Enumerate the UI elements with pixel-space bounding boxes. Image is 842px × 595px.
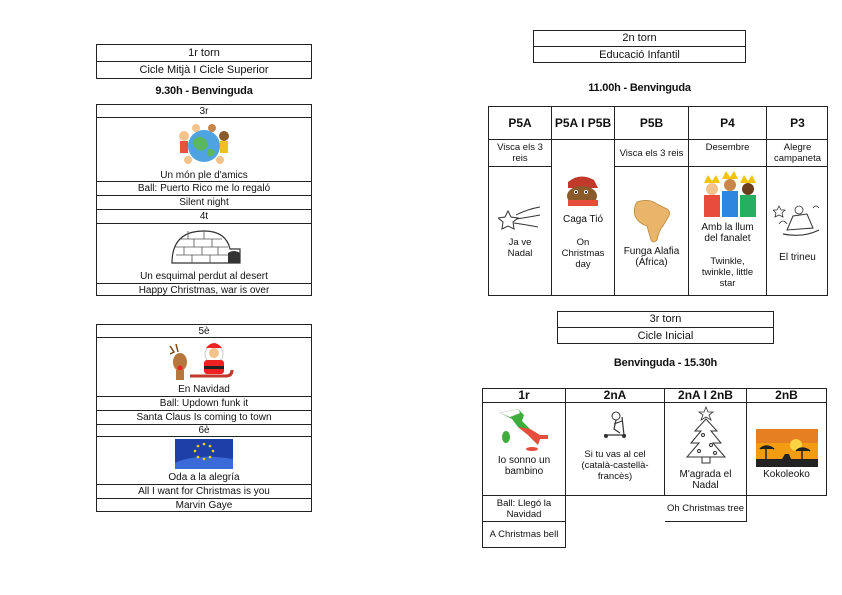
block1-table — [96, 104, 312, 296]
scooter-kid-icon — [600, 411, 630, 439]
grade-5-label: 5è — [97, 325, 311, 338]
song-6b: All I want for Christmas is you — [97, 485, 311, 499]
friends-globe-image — [97, 118, 311, 170]
grade-6-label: 6è — [97, 425, 311, 437]
header-2na: 2nA — [566, 388, 665, 403]
c3-song1: M'agrada el Nadal — [679, 469, 732, 491]
turn1-title: 1r torn — [97, 45, 311, 62]
italy-map-icon — [492, 405, 556, 451]
p5a-song1: Visca els 3 reis — [489, 140, 552, 167]
turn2-table — [488, 106, 828, 296]
caga-tio-icon — [564, 174, 602, 208]
song-5c: Santa Claus Is coming to town — [97, 411, 311, 425]
igloo-icon — [164, 227, 244, 267]
p4-song1: Desembre — [689, 140, 767, 167]
p5b-cell — [615, 167, 689, 296]
header-p4: P4 — [689, 107, 767, 140]
p4-song3: Twinkle, twinkle, little star — [701, 256, 754, 289]
christmas-tree-icon — [683, 405, 729, 465]
song-5a: En Navidad — [97, 383, 311, 397]
p3-song2: El trineu — [779, 252, 816, 263]
turn3-time: Benvinguda - 15.30h — [613, 357, 718, 369]
turn3-header-box — [557, 311, 774, 344]
sleigh-icon — [773, 200, 823, 244]
p5b-song1: Visca els 3 reis — [615, 140, 689, 167]
c4-song1: Kokoleoko — [763, 469, 810, 480]
p5ab-song2: On Christmas day — [561, 237, 605, 270]
globe-kids-icon — [174, 122, 234, 166]
song-3b: Ball: Puerto Rico me lo regaló — [97, 182, 311, 196]
block2-table — [96, 324, 312, 512]
grade-4-label: 4t — [97, 210, 311, 224]
song-4b: Happy Christmas, war is over — [138, 284, 270, 296]
turn2-title: 2n torn — [534, 31, 745, 47]
c1-song3: A Christmas bell — [482, 522, 566, 548]
header-p3: P3 — [767, 107, 828, 140]
santa-reindeer-icon — [166, 340, 242, 382]
header-p5b: P5B — [615, 107, 689, 140]
c1-cell — [482, 403, 566, 496]
turn1-subtitle: Cicle Mitjà I Cicle Superior — [139, 64, 269, 76]
c4-cell — [747, 403, 827, 496]
p5a-song2: Ja ve Nadal — [507, 236, 533, 259]
grade-3-label: 3r — [97, 105, 311, 118]
p3-song1: Alegre campaneta — [767, 140, 828, 167]
p4-song2: Amb la llum del fanalet — [701, 222, 754, 244]
igloo-image — [97, 224, 311, 270]
turn1-header-box — [96, 44, 312, 79]
turn1-time: 9.30h - Benvinguda — [155, 85, 253, 97]
africa-map-icon — [627, 196, 677, 246]
turn3-subtitle: Cicle Inicial — [637, 329, 694, 342]
song-6c: Marvin Gaye — [175, 500, 233, 511]
p5b-song2: Funga Alafia (Àfrica) — [623, 245, 680, 268]
african-sunset-icon — [756, 429, 818, 467]
p3-cell — [767, 167, 828, 296]
header-p5a-p5b: P5A I P5B — [552, 107, 615, 140]
c1-song1: Io sonno un bambino — [497, 455, 551, 477]
song-5b: Ball: Updown funk it — [97, 397, 311, 411]
shooting-star-icon — [498, 205, 542, 235]
turn3-table — [482, 388, 827, 549]
header-p5a: P5A — [489, 107, 552, 140]
header-2na-2nb: 2nA I 2nB — [665, 388, 747, 403]
p5a-cell — [489, 167, 552, 296]
three-kings-icon — [698, 169, 758, 219]
c3-cell — [665, 403, 747, 496]
p4-cell — [689, 167, 767, 296]
song-6a: Oda a la alegría — [97, 471, 311, 485]
song-3c: Silent night — [97, 196, 311, 210]
turn3-title: 3r torn — [558, 312, 773, 328]
header-1r: 1r — [482, 388, 566, 403]
eu-flag-icon — [175, 439, 233, 469]
song-4a: Un esquimal perdut al desert — [97, 270, 311, 284]
c1-song2: Ball: Llegó la Navidad — [482, 496, 566, 522]
header-2nb: 2nB — [747, 388, 827, 403]
eu-flag-image — [97, 437, 311, 471]
song-3a: Un món ple d'amics — [97, 170, 311, 182]
turn2-subtitle: Educació Infantil — [599, 48, 680, 61]
turn2-time: 11.00h - Benvinguda — [588, 82, 691, 94]
c2-song1: Si tu vas al cel (català-castellà-francès) — [581, 449, 649, 482]
p5ab-song1: Caga Tió — [562, 214, 604, 225]
turn2-header-box — [533, 30, 746, 63]
santa-reindeer-image — [97, 338, 311, 383]
p5ab-cell — [552, 140, 615, 296]
c2-cell — [566, 403, 665, 496]
c3-song2: Oh Christmas tree — [665, 496, 747, 522]
